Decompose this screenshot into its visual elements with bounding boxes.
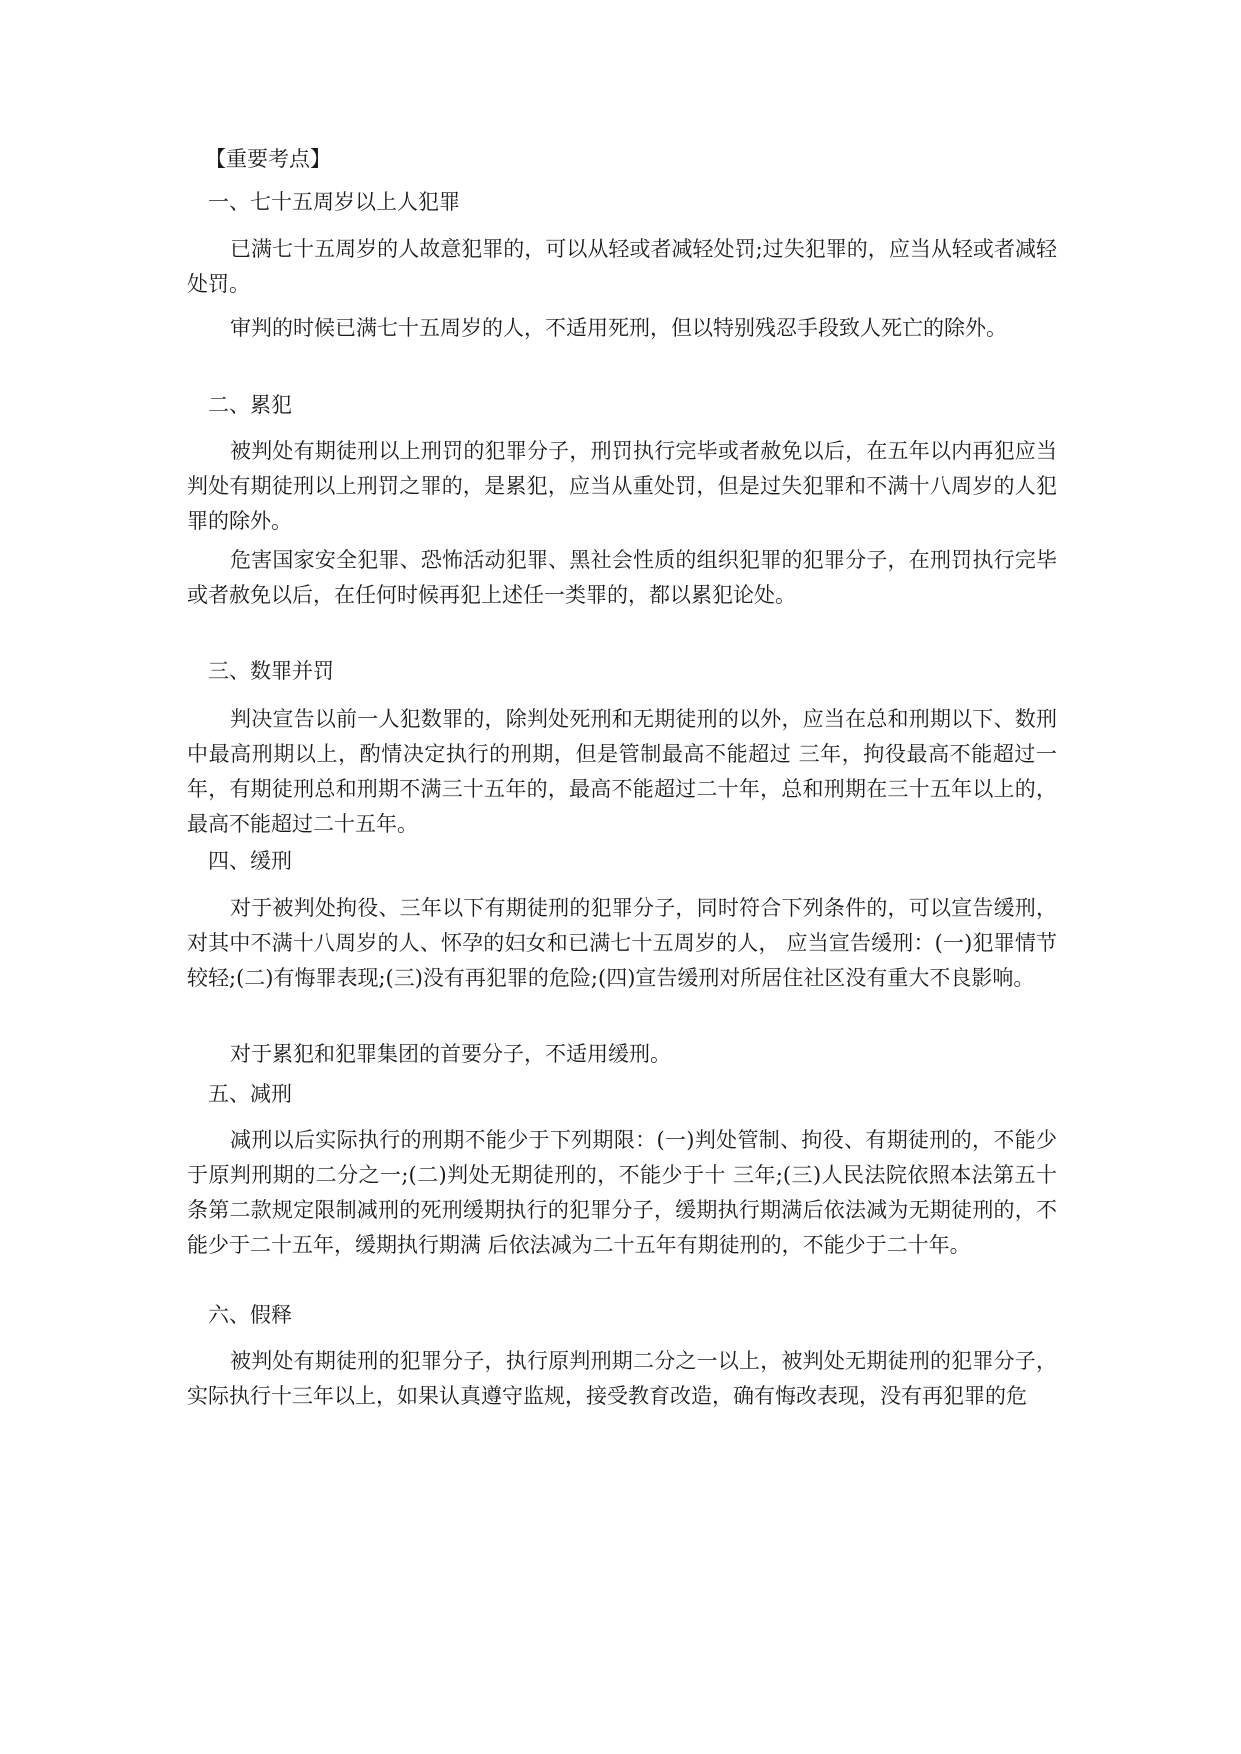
section-4-paragraph-2: 对于累犯和犯罪集团的首要分子，不适用缓刑。 (230, 1042, 671, 1066)
section-3-paragraph-1: 判决宣告以前一人犯数罪的，除判处死刑和无期徒刑的以外，应当在总和刑期以下、数刑中最高刑期以上，酌情决定执行的刑期，但是管制最高不能超过 三年，拘役最高不能超过一年，有期徒刑总和刑期不满三十五年的，最高不能超过二十年，总和刑期在三十五年以上的，最高不能超过二十五年。 (187, 707, 1057, 836)
section-title-5: 五、减刑 (208, 1082, 292, 1106)
section-title-2: 二、累犯 (208, 393, 292, 417)
section-title-3: 三、数罪并罚 (208, 659, 334, 683)
section-6-paragraph-1: 被判处有期徒刑的犯罪分子，执行原判刑期二分之一以上，被判处无期徒刑的犯罪分子，实际执行十三年以上，如果认真遵守监规，接受教育改造，确有悔改表现，没有再犯罪的危 (187, 1349, 1057, 1408)
section-1-paragraph-2: 审判的时候已满七十五周岁的人，不适用死刑，但以特别残忍手段致人死亡的除外。 (230, 316, 1007, 340)
key-points-heading: 【重要考点】 (205, 147, 331, 171)
section-4-paragraph-1: 对于被判处拘役、三年以下有期徒刑的犯罪分子，同时符合下列条件的，可以宣告缓刑，对其中不满十八周岁的人、怀孕的妇女和已满七十五周岁的人， 应当宣告缓刑：(一)犯罪情节较轻;(二)有悔罪表现;(三)没有再犯罪的危险;(四)宣告缓刑对所居住社区没有重大不良影响。 (187, 896, 1057, 990)
section-title-4: 四、缓刑 (208, 849, 292, 873)
section-2-paragraph-1: 被判处有期徒刑以上刑罚的犯罪分子，刑罚执行完毕或者赦免以后，在五年以内再犯应当判处有期徒刑以上刑罚之罪的，是累犯，应当从重处罚，但是过失犯罪和不满十八周岁的人犯罪的除外。 (187, 439, 1057, 533)
section-5-paragraph-1: 减刑以后实际执行的刑期不能少于下列期限：(一)判处管制、拘役、有期徒刑的，不能少于原判刑期的二分之一;(二)判处无期徒刑的，不能少于十 三年;(三)人民法院依照本法第五十条第二款规定限制减刑的死刑缓期执行的犯罪分子，缓期执行期满后依法减为无期徒刑的，不能少于二十五年，缓期执行期满 后依法减为二十五年有期徒刑的，不能少于二十年。 (187, 1128, 1057, 1257)
section-title-1: 一、七十五周岁以上人犯罪 (208, 190, 460, 214)
section-1-paragraph-1: 已满七十五周岁的人故意犯罪的，可以从轻或者减轻处罚;过失犯罪的，应当从轻或者减轻处罚。 (187, 237, 1057, 296)
section-2-paragraph-2: 危害国家安全犯罪、恐怖活动犯罪、黑社会性质的组织犯罪的犯罪分子，在刑罚执行完毕或者赦免以后，在任何时候再犯上述任一类罪的，都以累犯论处。 (187, 548, 1057, 607)
section-title-6: 六、假释 (208, 1303, 292, 1327)
